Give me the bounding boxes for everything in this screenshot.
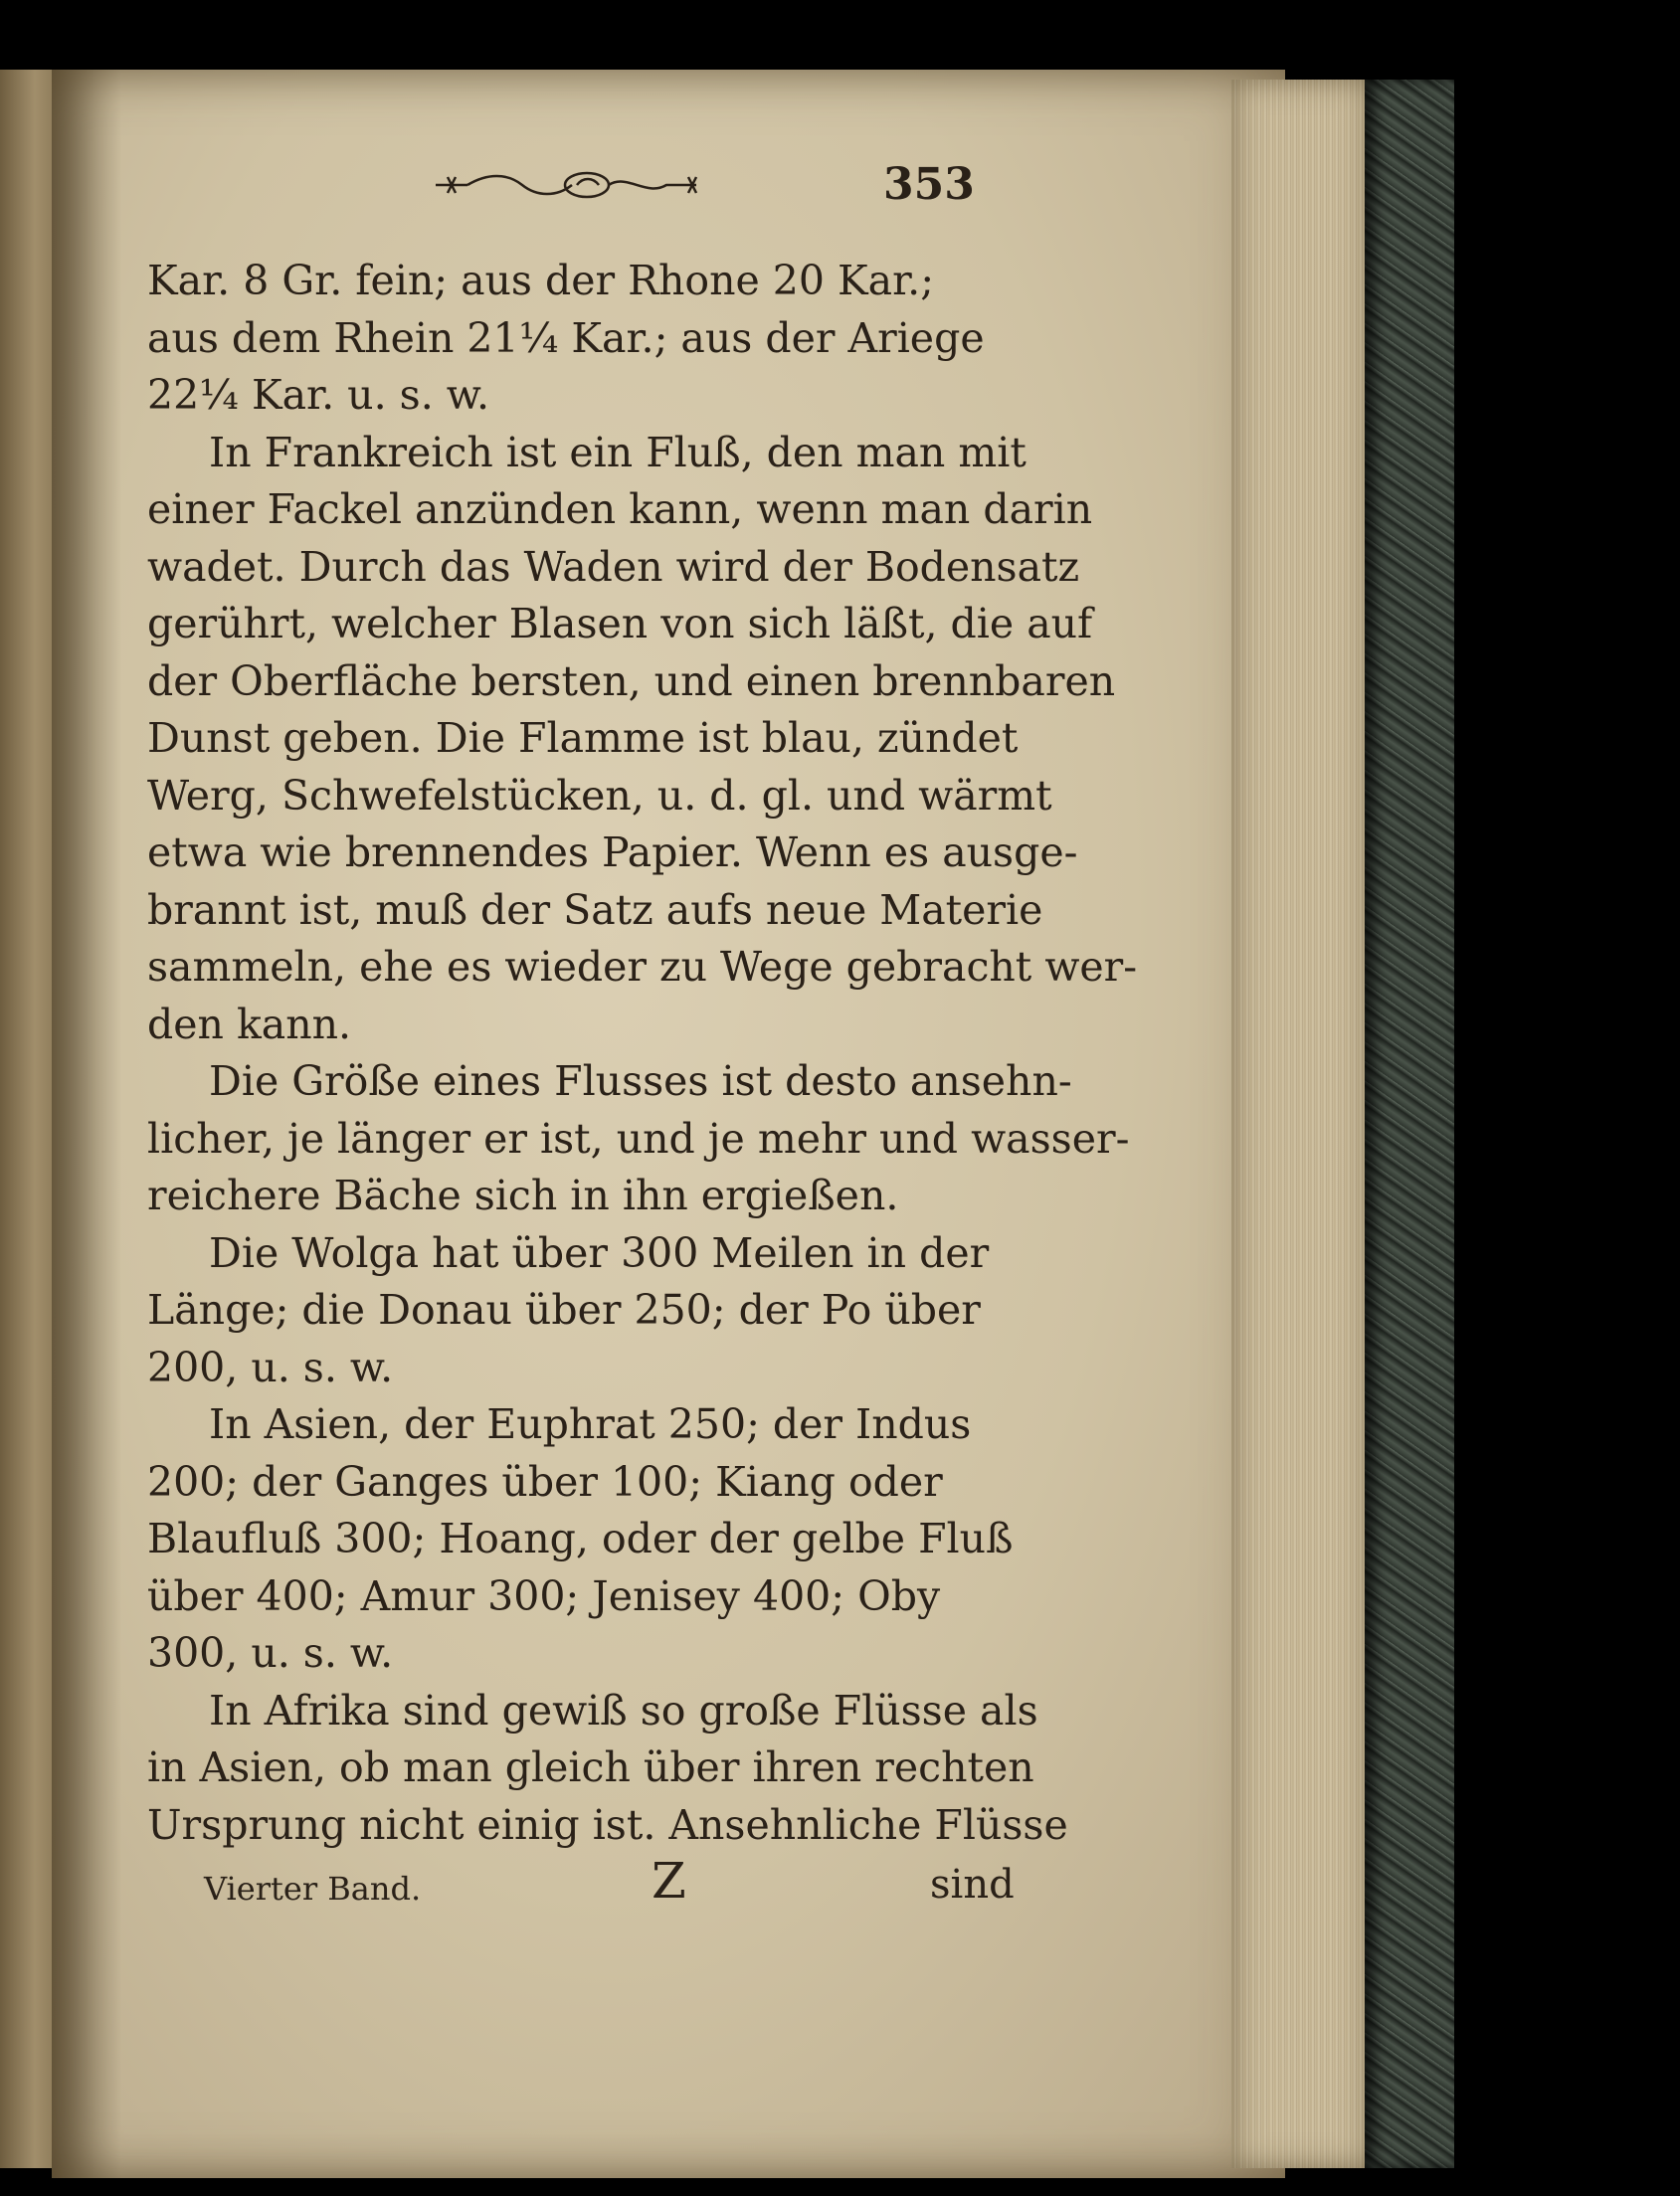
text-line: Länge; die Donau über 250; der Po über: [147, 1286, 981, 1334]
text-line: brannt ist, muß der Satz aufs neue Materie: [147, 885, 1043, 934]
text-line: Blaufluß 300; Hoang, oder der gelbe Fluß: [147, 1515, 1014, 1562]
text-line: einer Fackel anzünden kann, wenn man darin: [147, 485, 1093, 533]
page-number: 353: [883, 159, 975, 210]
text-line: der Oberfläche bersten, und einen brennbaren: [147, 656, 1116, 705]
marbled-cover: [1365, 80, 1454, 2168]
catchword: sind: [930, 1862, 1015, 1908]
facing-page-edge: [0, 70, 58, 2168]
text-line: über 400; Amur 300; Jenisey 400; Oby: [147, 1571, 941, 1620]
text-line: In Afrika sind gewiß so große Flüsse als: [209, 1686, 1038, 1735]
page-edge-stack: [1231, 80, 1371, 2168]
text-line: aus dem Rhein 21¼ Kar.; aus der Ariege: [147, 313, 985, 362]
text-line: Werg, Schwefelstücken, u. d. gl. und wärmt: [147, 771, 1052, 820]
text-line: gerührt, welcher Blasen von sich läßt, die auf: [147, 600, 1093, 647]
text-line: 22¼ Kar. u. s. w.: [147, 371, 490, 419]
signature-mark: Z: [652, 1852, 686, 1910]
page-gutter-shadow: [52, 70, 121, 2178]
text-line: 200, u. s. w.: [147, 1343, 394, 1391]
text-line: etwa wie brennendes Papier. Wenn es ausge-: [147, 828, 1078, 876]
text-line: Dunst geben. Die Flamme ist blau, zündet: [147, 714, 1019, 762]
text-line: Die Wolga hat über 300 Meilen in der: [209, 1228, 990, 1277]
text-line: 200; der Ganges über 100; Kiang oder: [147, 1457, 943, 1506]
text-line: sammeln, ehe es wieder zu Wege gebracht wer-: [147, 943, 1138, 991]
decorative-ornament-icon: [428, 167, 716, 203]
text-line: In Asien, der Euphrat 250; der Indus: [209, 1400, 972, 1448]
text-line: 300, u. s. w.: [147, 1629, 394, 1677]
text-line: In Frankreich ist ein Fluß, den man mit: [209, 428, 1027, 476]
page-header: [428, 159, 1025, 219]
text-line: Ursprung nicht einig ist. Ansehnliche Flüsse: [147, 1800, 1068, 1849]
text-line: wadet. Durch das Waden wird der Bodensatz: [147, 542, 1080, 591]
volume-label: Vierter Band.: [204, 1870, 422, 1908]
text-line: in Asien, ob man gleich über ihren rechten: [147, 1743, 1034, 1791]
text-line: Die Größe eines Flusses ist desto ansehn-: [209, 1057, 1072, 1105]
text-line: reichere Bäche sich in ihn ergießen.: [147, 1172, 899, 1219]
text-line: Kar. 8 Gr. fein; aus der Rhone 20 Kar.;: [147, 257, 935, 304]
text-line: den kann.: [147, 1000, 352, 1048]
text-line: licher, je länger er ist, und je mehr und wasser-: [147, 1114, 1130, 1163]
